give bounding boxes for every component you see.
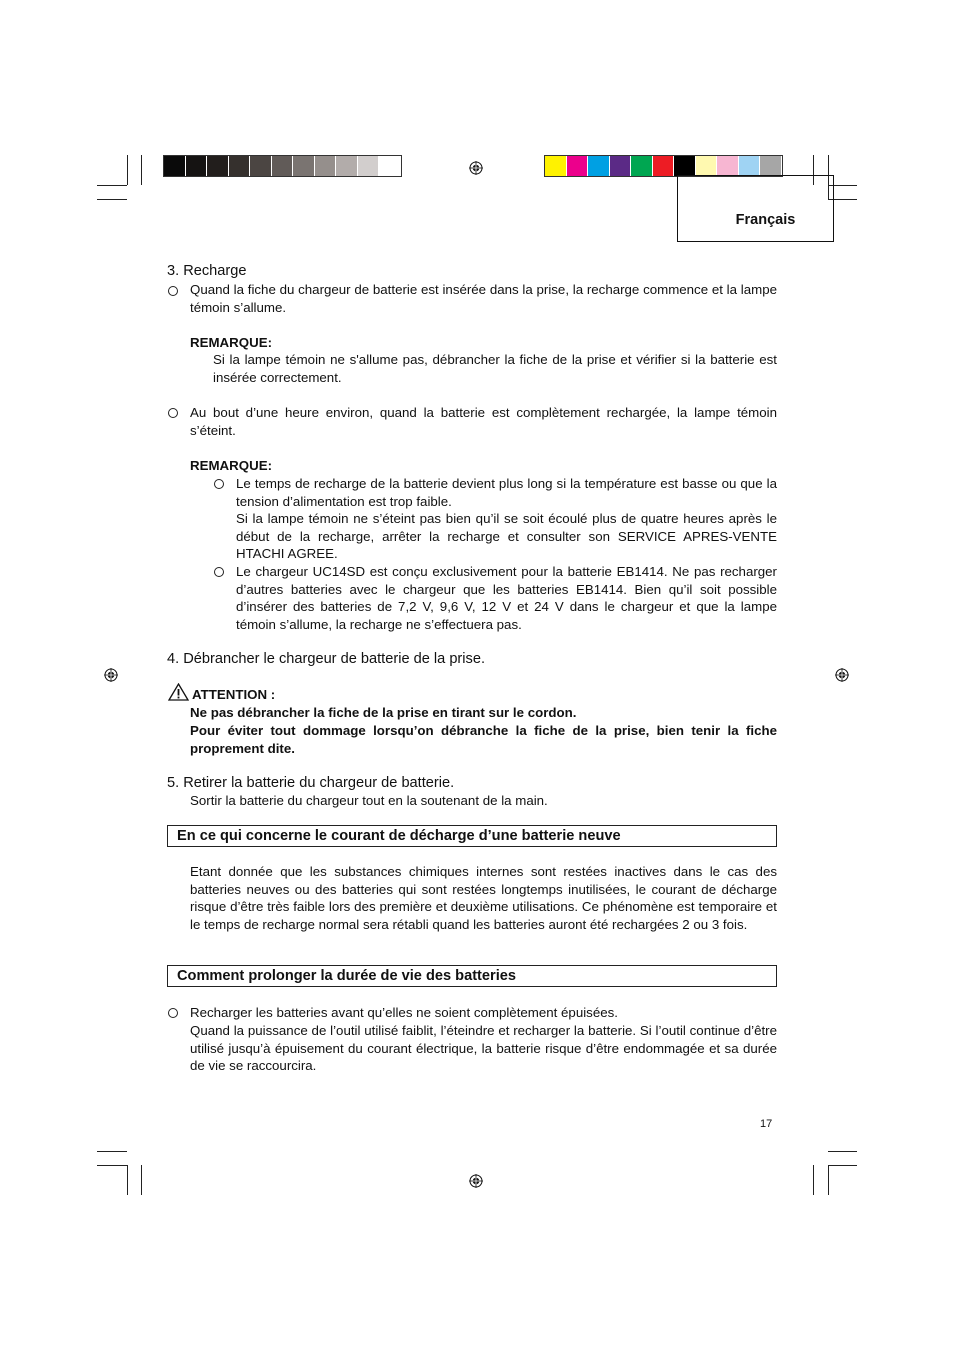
- language-label: Français: [735, 212, 796, 228]
- bullet-circle-icon: [168, 408, 178, 418]
- color-swatch: [272, 156, 294, 176]
- note-item-2: Le chargeur UC14SD est conçu exclusivement pour la batterie EB1414. Ne pas recharger d’autres batteries avec le chargeur que les batteries EB1414. Bien qu’il soit possible d’insérer des batteries de 7,2 V, 9,6 V, 12 V et 24 V dans le chargeur et que la lampe témoin s’allume, la recharge ne s’effectuera pas.: [236, 564, 777, 632]
- color-swatch: [545, 156, 567, 176]
- step-5-title: 5. Retirer la batterie du chargeur de batterie.: [167, 775, 455, 791]
- grayscale-color-bar: [163, 155, 402, 177]
- lifetime-item-rest: Quand la puissance de l’outil utilisé faiblit, l’éteindre et recharger la batterie. Si l’outil continue d’être utilisé jusqu’à épuisement du courant électrique, la batterie risque d’être endommagée et sa durée de vie se raccourcira.: [190, 1023, 777, 1073]
- bullet-circle-icon: [214, 479, 224, 489]
- page-number: 17: [760, 1118, 773, 1130]
- attention-line-2: Pour éviter tout dommage lorsqu’on débranche la fiche de la prise, bien tenir la fiche proprement dite.: [190, 723, 777, 756]
- note-item-1: Le temps de recharge de la batterie devient plus long si la température est basse ou que la tension d’alimentation est trop faible.: [236, 476, 777, 509]
- color-swatch: [631, 156, 653, 176]
- color-swatch: [186, 156, 208, 176]
- color-swatch: [739, 156, 761, 176]
- warning-triangle-icon: [168, 683, 189, 701]
- discharge-paragraph: Etant donnée que les substances chimiques internes sont restées inactives dans le cas des batteries neuves ou des batteries qui sont restées longtemps inutilisées, le courant de décharge risque d’être très faible lors des première et deuxième utilisations. Ce phénomène est temporaire et le temps de recharge normal sera rétabli quand les batteries auront été rechargées 2 ou 3 fois.: [190, 864, 777, 932]
- note-item-1-continued: Si la lampe témoin ne s’éteint pas bien qu’il se soit écoulé plus de quatre heures après le début de la recharge, arrêter la recharge et consulter son SERVICE APRES-VENTE HTACHI AGREE.: [236, 511, 777, 561]
- color-swatch: [588, 156, 610, 176]
- registration-mark-icon: [835, 668, 849, 682]
- color-swatch: [379, 156, 401, 176]
- lifetime-item-first: Recharger les batteries avant qu’elles ne soient complètement épuisées.: [190, 1005, 618, 1020]
- color-swatch: [653, 156, 675, 176]
- step-5-text: Sortir la batterie du chargeur tout en la soutenant de la main.: [190, 793, 548, 808]
- note-label: REMARQUE:: [190, 335, 272, 350]
- color-swatch: [293, 156, 315, 176]
- color-swatch: [315, 156, 337, 176]
- section-heading: Comment prolonger la durée de vie des batteries: [177, 968, 516, 984]
- color-swatch: [358, 156, 380, 176]
- color-swatch: [164, 156, 186, 176]
- bullet-circle-icon: [168, 1008, 178, 1018]
- note-label: REMARQUE:: [190, 458, 272, 473]
- color-swatch: [696, 156, 718, 176]
- color-swatch: [336, 156, 358, 176]
- section-heading: En ce qui concerne le courant de décharge d’une batterie neuve: [177, 828, 621, 844]
- registration-mark-icon: [469, 1174, 483, 1188]
- language-tab: [677, 175, 834, 242]
- section-heading-box: [167, 965, 777, 987]
- process-color-bar: [544, 155, 783, 177]
- color-swatch: [674, 156, 696, 176]
- color-swatch: [717, 156, 739, 176]
- color-swatch: [250, 156, 272, 176]
- registration-mark-icon: [104, 668, 118, 682]
- section-heading-box: [167, 825, 777, 847]
- registration-mark-icon: [469, 161, 483, 175]
- color-swatch: [207, 156, 229, 176]
- recharge-paragraph-1: Quand la fiche du chargeur de batterie est insérée dans la prise, la recharge commence et la lampe témoin s’allume.: [190, 282, 777, 315]
- attention-label: ATTENTION :: [192, 687, 276, 702]
- attention-line-1: Ne pas débrancher la fiche de la prise en tirant sur le cordon.: [190, 705, 577, 720]
- color-swatch: [610, 156, 632, 176]
- color-swatch: [760, 156, 782, 176]
- bullet-circle-icon: [214, 567, 224, 577]
- color-swatch: [229, 156, 251, 176]
- recharge-paragraph-2: Au bout d’une heure environ, quand la batterie est complètement rechargée, la lampe témoin s’éteint.: [190, 405, 777, 438]
- step-4-title: 4. Débrancher le chargeur de batterie de la prise.: [167, 651, 486, 667]
- step-3-title: 3. Recharge: [167, 263, 247, 279]
- color-swatch: [567, 156, 589, 176]
- bullet-circle-icon: [168, 286, 178, 296]
- note-text: Si la lampe témoin ne s'allume pas, débrancher la fiche de la prise et vérifier si la batterie est insérée correctement.: [213, 352, 777, 385]
